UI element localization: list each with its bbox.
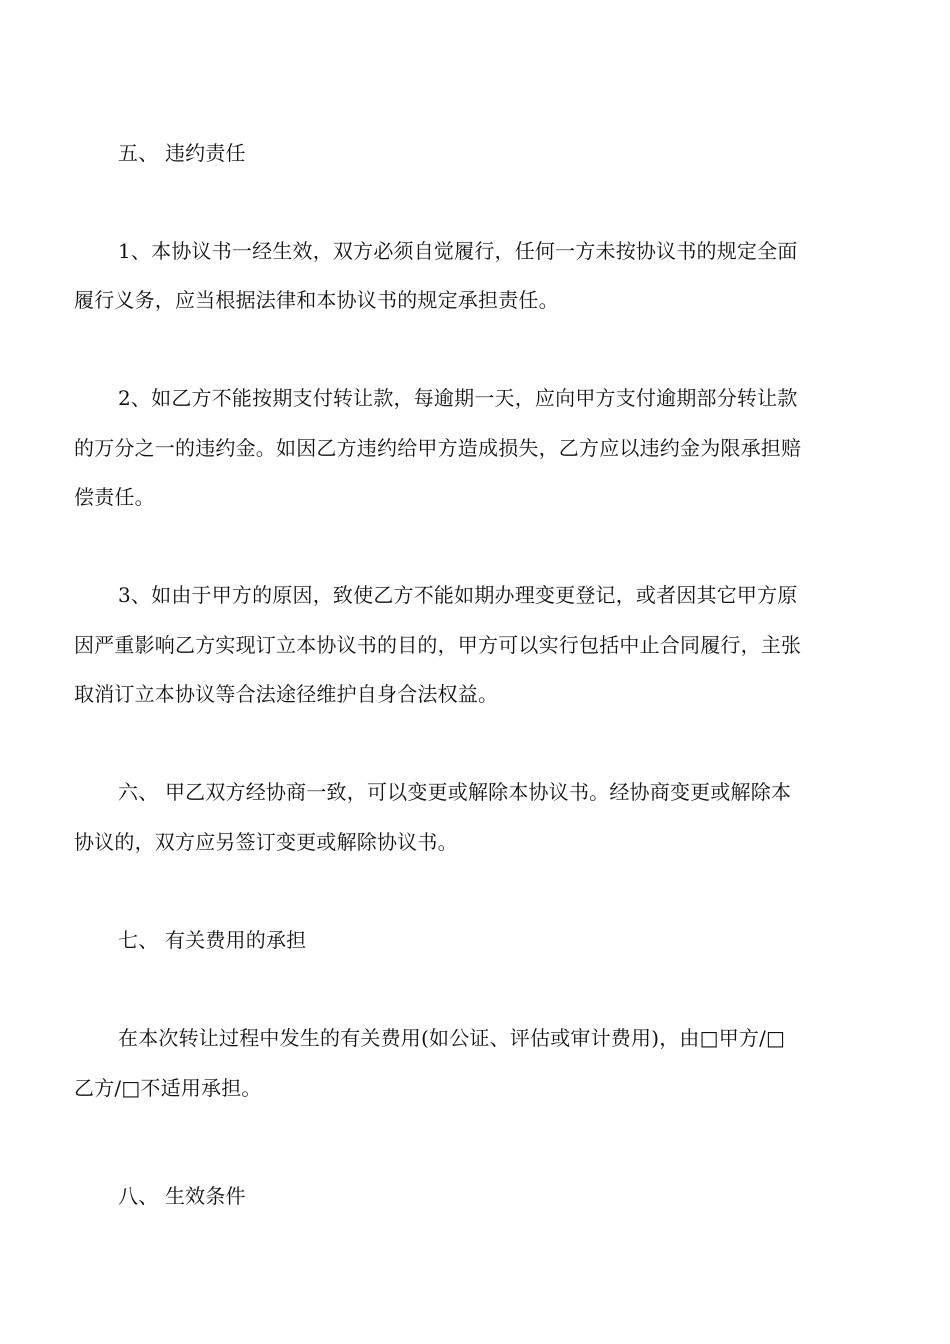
section-7-body-line-2: 乙方/□不适用承担。 [74,1076,262,1100]
clause-5-2-line-1: 2、如乙方不能按期支付转让款，每逾期一天，应向甲方支付逾期部分转让款 [118,386,798,410]
clause-5-3-line-2: 因严重影响乙方实现订立本协议书的目的，甲方可以实行包括中止合同履行，主张 [74,633,802,657]
section-heading-5: 五、 违约责任 [118,141,246,165]
section-6-line-1: 六、 甲乙双方经协商一致，可以变更或解除本协议书。经协商变更或解除本 [118,780,792,804]
section-7-body-line-1: 在本次转让过程中发生的有关费用(如公证、评估或审计费用)，由□甲方/□ [118,1026,786,1050]
section-heading-7: 七、 有关费用的承担 [118,928,307,952]
clause-5-3-line-3: 取消订立本协议等合法途径维护自身合法权益。 [74,682,499,706]
section-6-line-2: 协议的，双方应另签订变更或解除协议书。 [74,830,458,854]
clause-5-2-line-3: 偿责任。 [74,485,155,509]
clause-5-3-line-1: 3、如由于甲方的原因，致使乙方不能如期办理变更登记，或者因其它甲方原 [118,583,798,607]
clause-5-1-line-1: 1、本协议书一经生效，双方必须自觉履行，任何一方未按协议书的规定全面 [118,239,798,263]
clause-5-1-line-2: 履行义务，应当根据法律和本协议书的规定承担责任。 [74,288,559,312]
section-heading-8: 八、 生效条件 [118,1184,246,1208]
clause-5-2-line-2: 的万分之一的违约金。如因乙方违约给甲方造成损失，乙方应以违约金为限承担赔 [74,436,802,460]
